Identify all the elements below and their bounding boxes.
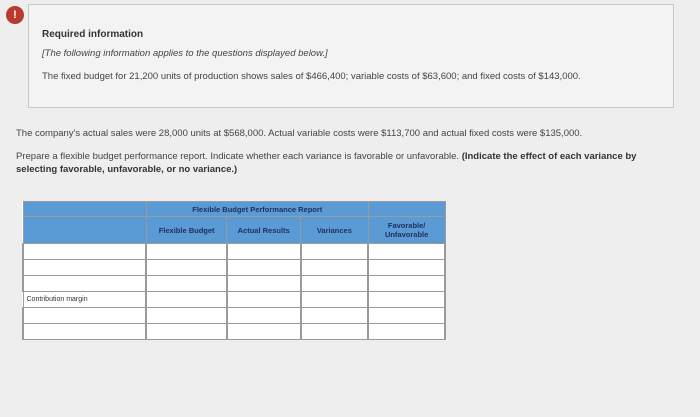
table-row — [23, 324, 445, 340]
variance-input[interactable] — [301, 276, 369, 292]
table-row — [23, 292, 445, 308]
variance-input[interactable] — [301, 308, 369, 324]
table-row — [23, 260, 445, 276]
instructions-plain: Prepare a flexible budget performance report. Indicate whether each variance is favorable or unfavorable. — [16, 151, 462, 162]
report-title: Flexible Budget Performance Report — [146, 202, 368, 217]
variance-input[interactable] — [301, 324, 369, 340]
fav-unfav-select[interactable] — [368, 324, 445, 340]
row-label-input[interactable] — [23, 308, 146, 324]
table-row — [23, 308, 445, 324]
required-info-box — [28, 4, 674, 108]
table-row — [23, 244, 445, 260]
variance-input[interactable] — [301, 260, 369, 276]
fav-unfav-select[interactable] — [368, 276, 445, 292]
row-label-input[interactable] — [23, 276, 146, 292]
info-note: [The following information applies to the questions displayed below.] — [42, 48, 328, 59]
header-label-col — [23, 217, 146, 244]
header-blank — [23, 202, 146, 217]
row-label-input[interactable] — [23, 260, 146, 276]
actual-results-input[interactable] — [227, 292, 301, 308]
actual-results-input[interactable] — [227, 276, 301, 292]
flexible-budget-input[interactable] — [146, 292, 227, 308]
row-label-input[interactable] — [23, 244, 146, 260]
flexible-budget-report-table — [22, 201, 446, 340]
alert-icon: ! — [6, 6, 24, 24]
variance-input[interactable] — [301, 292, 369, 308]
actual-results-input[interactable] — [227, 244, 301, 260]
col-favorable-unfavorable: Favorable/ Unfavorable — [368, 217, 445, 244]
flexible-budget-input[interactable] — [146, 276, 227, 292]
row-label-input[interactable] — [23, 324, 146, 340]
header-blank-right — [368, 202, 445, 217]
flexible-budget-input[interactable] — [146, 244, 227, 260]
fav-unfav-select[interactable] — [368, 260, 445, 276]
variance-input[interactable] — [301, 244, 369, 260]
flexible-budget-input[interactable] — [146, 308, 227, 324]
actual-results-input[interactable] — [227, 308, 301, 324]
flexible-budget-input[interactable] — [146, 324, 227, 340]
col-variances: Variances — [301, 217, 369, 244]
table-row — [23, 276, 445, 292]
info-text: The fixed budget for 21,200 units of production shows sales of $466,400; variable costs of $63,600; and fixed costs of $143,000. — [42, 71, 581, 82]
actual-results-text: The company's actual sales were 28,000 units at $568,000. Actual variable costs were $113,700 and actual fixed costs were $135,000. — [16, 128, 583, 139]
col-actual-results: Actual Results — [227, 217, 301, 244]
actual-results-input[interactable] — [227, 260, 301, 276]
col-flexible-budget: Flexible Budget — [146, 217, 227, 244]
actual-results-input[interactable] — [227, 324, 301, 340]
flexible-budget-input[interactable] — [146, 260, 227, 276]
instructions-bold: (Indicate the effect of each variance by selecting favorable, unfavorable, or no variance.) — [16, 151, 637, 175]
fav-unfav-select[interactable] — [368, 308, 445, 324]
info-title: Required information — [42, 29, 144, 40]
fav-unfav-select[interactable] — [368, 244, 445, 260]
fav-unfav-select[interactable] — [368, 292, 445, 308]
instructions-text — [16, 150, 666, 176]
contribution-margin-label: Contribution margin — [23, 292, 146, 308]
